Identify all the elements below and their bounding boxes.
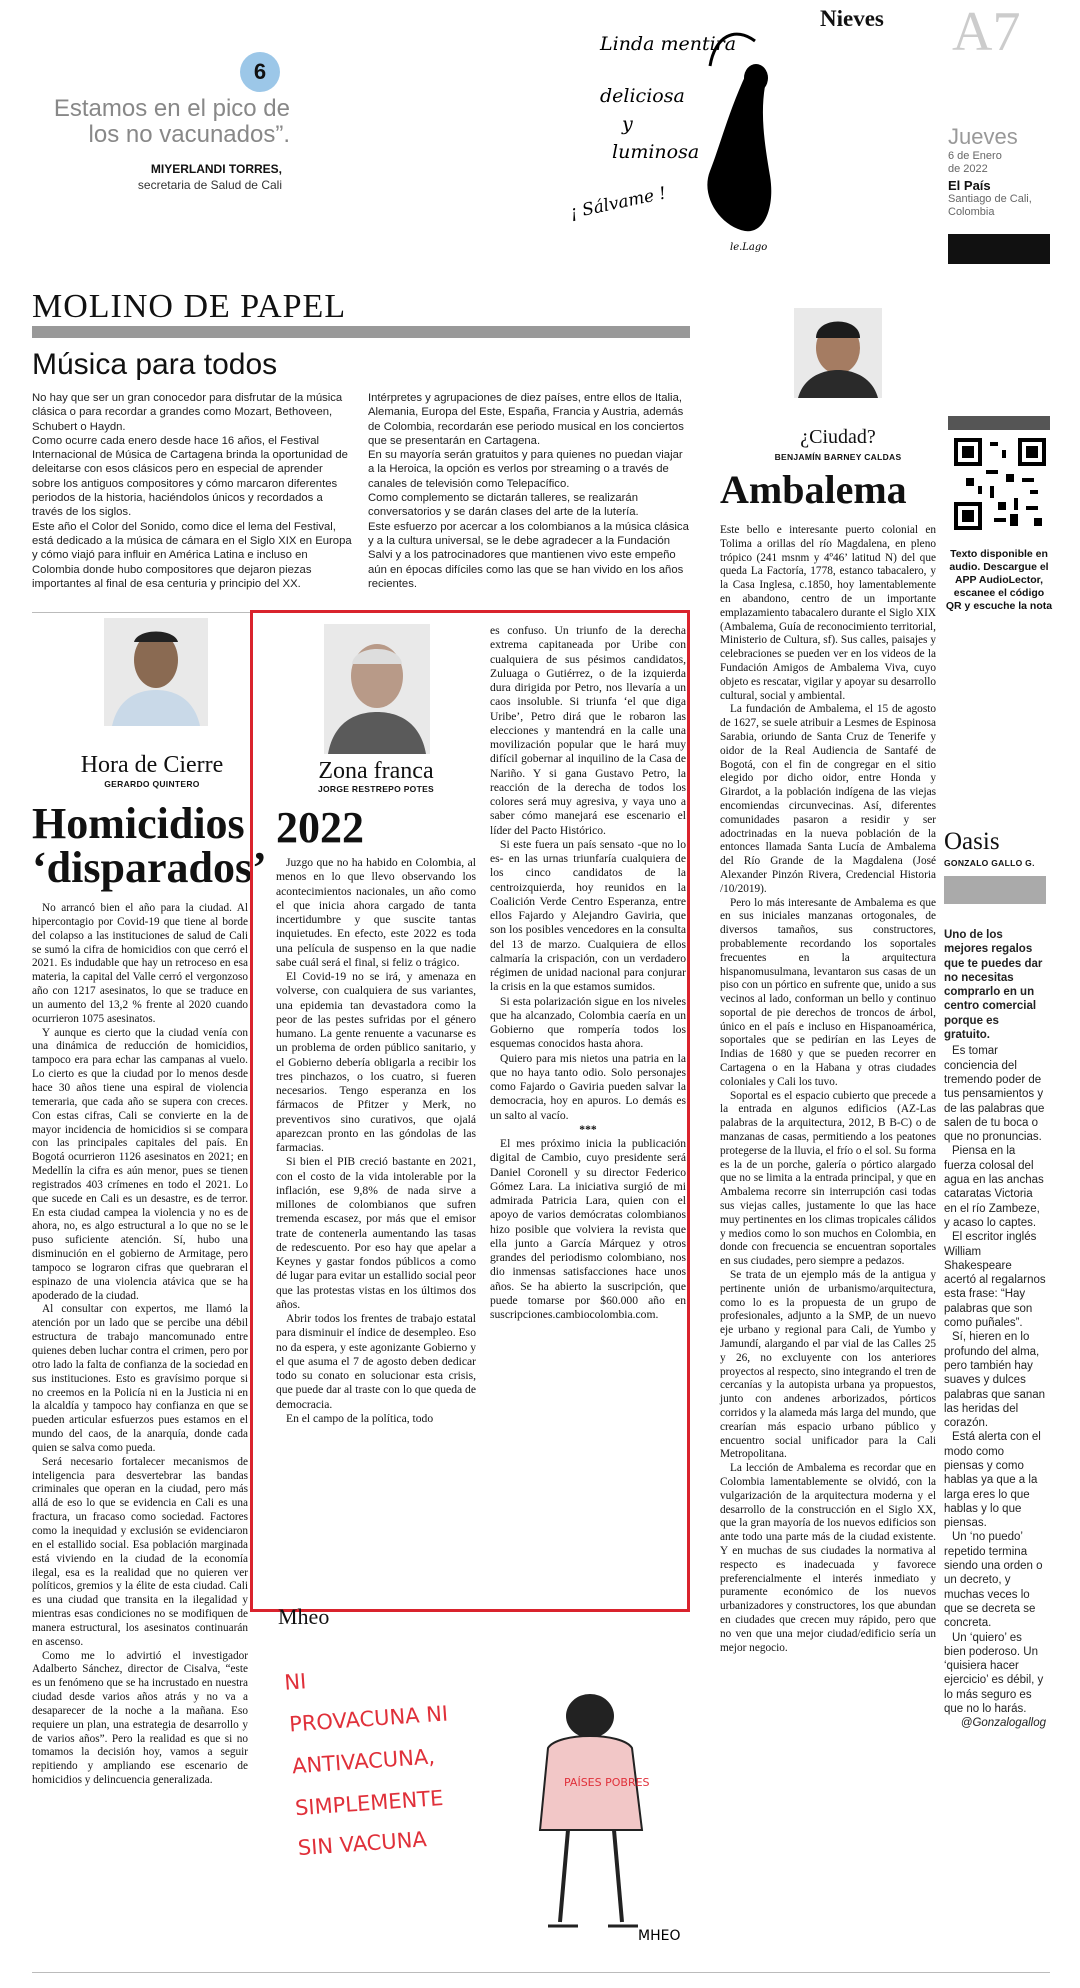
article-paragraph: Como me lo advirtió el investigador Adalberto Sánchez, director de Cisalva, “este es un fenómeno que se ha incrustado en nuestra ciudad desde varios años atrás y no va a desaparecer de la noche a la mañana. Eso requiere un plan, una estrategia de desarrollo y de varios años”. Pero la realidad es que si no tomamos la decisión hoy, vamos a seguir repitiendo y ampliando ese escenario de homicidios y delincuencia generalizada. [32, 1649, 248, 1787]
date-line: 6 de Enero [948, 150, 1002, 162]
page-bottom-rule [32, 1972, 1050, 1973]
article-paragraph: Si bien el PIB creció bastante en 2021, con el costo de la vida intolerable por la inflación, ese 9,8% de nada sirve a millones de colombianos que sufren tremenda escasez, por más que el emisor trate de contenerla aumentando las tasas de redescuento. Por eso hay que apelar a Keynes y gastar fondos públicos a como dé lugar para evitar un estallido social peor que las protestas vistas en los últimos dos años. [276, 1155, 476, 1311]
oasis-paragraph: Un ‘quiero’ es bien poderoso. Un ‘quisiera hacer ejercicio’ es débil, y lo más seguro es que no lo harás. [944, 1631, 1044, 1716]
columnist-photo-gerardo-quintero [104, 618, 208, 726]
article-zona-franca-col-2 [490, 624, 686, 1322]
page-number: A7 [952, 1, 1021, 63]
article-zona-franca-col-1 [276, 856, 476, 1426]
cartoon-signature: le.Lago [730, 242, 768, 253]
oasis-paragraph: Piensa en la fuerza colosal del agua en las anchas cataratas Victoria en el río Zambeze, y acaso lo captes. [944, 1145, 1044, 1229]
editorial-paragraph: Como ocurre cada enero desde hace 16 años, el Festival Internacional de Música de Cartagena brinda la oportunidad de deleitarse con esos clásicos pero en especial de aprender sobre los antiguos compositores y cómo marcaron diferentes periodos de la historia, haciéndolos únicos y recordados a través de los siglos. [32, 434, 348, 519]
article-paragraph: Se trata de un ejemplo más de la antigua y pertinente unión de urbanismo/arquitectura, como lo es la propuesta de un grupo de profesionales, adjunto a la SMP, de un nuevo eje urbano y regional para Cali, de Yumbo y Jamundí, alargando el par vial de las Calles 25 y 26, no excluyente con los anteriores proyectos al respecto, sino integrando el tren de cercanías y la autopista urbana ya propuestos, junto con andenes arborizados, pórticos corridos y la alameda más larga del mundo, que crearían más espacio urbano público y encuentro social unificador para la Cali Metropolitana. [720, 1269, 936, 1461]
editorial-col-1 [32, 391, 354, 591]
cartoon-line: y [622, 113, 633, 135]
cartoon-signature: MHEO [638, 1928, 681, 1944]
article-paragraph: La fundación de Ambalema, el 15 de agosto de 1627, se suele atribuir a Lesmes de Espinosa Sarabia, oriundo de Santa Cruz de Tenerife y oidor de la Real Audiencia de Santafé de Bogotá, con el fin de congregar en el sitio elegido por dicho oidor, entre Honda y Girardot, a la población indígena de las viejas encomiendas circunvecinas. Así, diferentes comunidades pasaron a residir y ser adoctrinadas en la nueva población de la entonces llamada Santa Lucía de Ambalema del Río Grande de la Magdalena (José Alexander Pinzón Rivera, Credencial Historia /10/2019). [720, 703, 936, 895]
newspaper-name: El País [948, 178, 991, 193]
headline-homicidios: Homicidios ‘disparados’ [32, 799, 267, 892]
section-tag-nieves: Nieves [820, 6, 884, 31]
location-line: Santiago de Cali, [948, 193, 1032, 205]
article-paragraph: El Covid-19 no se irá, y amenaza en volverse, con cualquiera de sus variantes, una epidemia tan devastadora como la peor de las pestes sufridas por el género humano. La gente renuente a vacunarse es un problema de orden público sanitario, y el Gobierno debería obligarla a recibir los tres pinchazos, o los cuatro, si fueren necesarios. Tengo esperanza en los fármacos de Pfitzer y Merk, no preventivos sino curativos, que ojalá aparezcan pronto en las góndolas de las farmacias. [276, 970, 476, 1154]
figure-silhouette [707, 66, 771, 231]
location-line: Colombia [948, 206, 995, 218]
columnist-name: GERARDO QUINTERO [104, 779, 200, 789]
article-paragraph: Si este fuera un país sensato -que no lo es- en las urnas triunfaría cualquiera de los cinco candidatos de la centroizquierda, hoy reunidos en la Coalición Verde Centro Esperanza, entre ellos Fajardo y Alejandro Gaviria, que son los posibles vencedores en la consulta del 13 de marzo. Cualquiera de ellos calmaría la crispación, con un verdadero régimen de unidad nacional para conjurar la crisis en la que estamos sumidos. [490, 837, 686, 994]
article-paragraph: En el campo de la política, todo [286, 1411, 434, 1425]
date-block [948, 124, 1032, 219]
cartoon-text-line: SIMPLEMENTE [294, 1785, 445, 1821]
article-paragraph: Será necesario fortalecer mecanismos de inteligencia para desvertebrar las bandas criminales que operan en la ciudad, pero más allá de eso lo que se evidencia en Cali es una fractura, un fracaso como sociedad. Factores como la inequidad y exclusión se evidenciaron en el estallido social. Esa población marginada está viviendo en la ciudad de la economía ilegal, esa es la realidad que no quieren ver políticos, gremios y la élite de esta ciudad. Cali es una ciudad que transita en la ilegalidad y mientras esas condiciones no se modifiquen de manera estructural, los asesinatos continuarán en ascenso. [32, 1455, 248, 1648]
columnist-name: GONZALO GALLO G. [944, 858, 1035, 868]
article-paragraph: Abrir todos los frentes de trabajo estatal para disminuir el índice de desempleo. Eso no da espera, y este agonizante Gobierno y el que asuma el 7 de agosto deben dedicar todo su conato en solucionar esta crisis, que puede dar al traste con lo que queda de democracia. [276, 1312, 476, 1411]
editorial-title: Música para todos [32, 348, 278, 381]
qr-code-icon[interactable] [954, 438, 1046, 530]
column-name-ciudad: ¿Ciudad? [800, 426, 876, 448]
cartoon-text-line: PROVACUNA NI [288, 1701, 449, 1737]
columnist-photo-jorge-restrepo [324, 624, 430, 754]
oasis-paragraph: Sí, hieren en lo profundo del alma, pero también hay suaves y dulces palabras que sanan las heridas del corazón. [944, 1331, 1046, 1430]
cartoon-text-line: NI [283, 1669, 308, 1695]
article-paragraph: Soportal es el espacio cubierto que precede a la entrada en algunos edificios (AZ-Las palabras de la arquitectura, 2012, B B-C) o de manzanas de casas, permitiendo a los peatones protegerse de la lluvia, el frío o el sol. Su forma es la de un porche, galería o pórtico alargado que no se limita a la entrada principal, y que en Ambalema recorre sin interrupción casi todas sus viejas calles, justamente lo que las hace muy pertinentes en los climas tropicales cálidos y medios como lo son muchos en Colombia, en donde con frecuencia se encuentran soportales en sus ciudades, pero siempre a pedazos. [720, 1089, 936, 1268]
nieves-cartoon [560, 6, 780, 256]
article-paragraph: El mes próximo inicia la publicación digital de Cambio, cuyo presidente será Daniel Coronell y su director Federico Gómez Lara. La iniciativa surgió de mi admirada Patricia Lara, quien con el apoyo de varios demócratas colombianos hizo posible que volviera la revista que ella junto a García Márquez y otros grandes del periodismo colombiano, nos dio inmensas satisfacciones hace unos años. Se ha abierto la suscripción, que puede tomarse por $60.000 año en suscripciones.cambiocolombia.com. [490, 1137, 686, 1321]
article-ambalema [720, 524, 936, 1655]
headline-ambalema: Ambalema [720, 467, 907, 512]
columnist-name: BENJAMÍN BARNEY CALDAS [774, 452, 902, 462]
oasis-column [944, 928, 1046, 1731]
cartoon-line: ¡ Sálvame ! [568, 183, 669, 224]
masthead-bar [948, 234, 1050, 264]
article-paragraph: No arrancó bien el año para la ciudad. Al hipercontagio por Covid-19 que tiene al borde del colapso a las instituciones de salud de Cali se sumó la cifra de homicidios con que cerró el 2021. Es indudable que hay un retroceso en esa materia, la capital del Valle cerró el vergonzoso año con 1217 asesinatos, lo que se traduce en un aumento del 13,2 % frente al 2020 cuando ocurrieron 1075 asesinatos. [32, 902, 248, 1025]
cartoon-line: Linda mentira [600, 33, 737, 55]
article-paragraph: La lección de Ambalema es recordar que en Colombia lamentablemente se olvidó, con la vulgarización de la arquitectura moderna y el desarrollo de la construcción en el Siglo XX, que la gran mayoría de los nuevos edificios son ante todo una parte más de la ciudad existente. Y en muchas de sus ciudades la normativa al respecto es inadecuada y favorece preferencialmente el interés inmediato y puramente económico de los nuevos urbanizadores y constructores, los que abundan en ciudades que crecen muy rápido, pero que no ven que una mejor ciudad/edificio sería un mejor negocio. [720, 1462, 936, 1654]
cartoon-line: luminosa [612, 141, 700, 163]
article-paragraph: es confuso. Un triunfo de la derecha extrema capitaneada por Uribe con cualquiera de sus pésimos candidatos, Zuluaga o Gutiérrez, o de la izquierda dura dirigida por Petro, nos llevaría a un caos insoluble. Si triunfa ‘el que diga Uribe’, Petro dirá que le robaron las elecciones y mantendrá en la calle una movilización popular que le hará muy difícil gobernar al inquilino de la Casa de Nariño. Y si gana Gustavo Petro, la reacción de la derecha de todos los colores será muy agresiva, y vaya uno a saber cómo manejará ese escenario el líder del Pacto Histórico. [490, 624, 686, 837]
oasis-bar [944, 876, 1046, 904]
oasis-handle: @Gonzalogallog [960, 1717, 1046, 1730]
cartoon-line: deliciosa [600, 85, 685, 107]
article-paragraph: Juzgo que no ha habido en Colombia, al menos en lo que llevo observando los acontecimientos nacionales, un año como el que inicia ahora cargado de tanta incertidumbre y que suscite tantas inquietudes. En efecto, este 2022 es toda una película de suspenso en la que nadie sabe cuál será el final, si feliz o trágico. [276, 856, 476, 969]
article-paragraph: Y aunque es cierto que la ciudad venía con una dinámica de reducción de homicidios, tampoco era para echar las campanas al vuelo. Lo cierto es que la ciudad por lo menos desde hace 30 años tiene una espiral de violencia temeraria, que cada año se supera con creces. Con estas cifras, Cali se convierte en la de mayor incidencia de homicidios si se compara con las principales capitales del país. En Bogotá ocurrieron 1126 asesinatos en 2021; en Medellín la cifra es aún menor, pues se tienen registrados 403 crímenes en todo el 2021. Lo que sucede en Cali es un desastre, es de terror. En esta ciudad campea la violencia y no es de ahora, no, es algo estructural a lo que no se le puso suficiente atención. Sí, hubo una disminución en el gobierno de Armitage, pero tampoco se lograron cifras que quebraran el espinazo de una violencia atávica que se ha apoderado de la ciudad. [32, 1026, 248, 1302]
article-paragraph: Si esta polarización sigue en los niveles que ha alcanzado, Colombia caería en un Gobierno que rompería todos los esquemas conocidos hasta ahora. [490, 994, 686, 1051]
article-hora-de-cierre [32, 902, 248, 1788]
editorial-paragraph: Como complemento se dictarán talleres, se realizarán conversatorios y se darán clases del arte de la lutería. [368, 492, 639, 519]
audio-bar [948, 416, 1050, 430]
section-title: MOLINO DE PAPEL [32, 288, 347, 325]
mheo-cartoon [278, 1640, 718, 1950]
oasis-paragraph: Un ‘no puedo’ repetido termina siendo una orden o un decreto, y muchas veces lo que se decreta se concreta. [944, 1531, 1043, 1630]
column-name-hora-de-cierre: Hora de Cierre [80, 752, 224, 778]
quote-number-six-icon: 6 [240, 52, 280, 92]
editorial-paragraph: En su mayoría serán gratuitos y para quienes no puedan viajar a la Heroica, la opción es verlos por streaming o a través de canales de televisión como Telepacífico. [368, 449, 683, 490]
headline-2022: 2022 [276, 803, 364, 852]
shirt-text: PAÍSES POBRES [564, 1776, 650, 1789]
columnist-name: JORGE RESTREPO POTES [317, 784, 435, 794]
audio-instructions: Texto disponible en audio. Descargue el APP AudioLector, escanee el código QR y escuche la nota [945, 548, 1053, 612]
article-paragraph: Este bello e interesante puerto colonial en Tolima a orillas del río Magdalena, en pleno trópico (241 msnm y 4º46’ latitud N) del que queda La Factoría, 1778, estanco tabacalero, y la Casa Inglesa, c.1850, hoy lamentablemente en abandono, centro de un importante emplazamiento tabacalero durante el Siglo XIX (Ambalema, Guía de reconocimiento territorial, Ministerio de Cultura, sf). Sus calles, paisajes y celebraciones se pueden ver en los videos de la Fundación Amigos de Ambalema Viva, cuyo objeto es rescatar, vigilar y apoyar su desarrollo cultural, social y ambiental. [720, 524, 936, 702]
article-paragraph: Pero lo más interesante de Ambalema es que en sus iniciales manzanas ortogonales, de diversos tamaños, sus constructores, probablemente recordando los soportales frecuentes en la arquitectura hispanomusulmana, levantaron sus casas de un piso con un pórtico en sufrente que, unido a sus vecinos al lado, conforman un bello y continuo soportal de pie derechos de troncos de árbol, único en el país e incluso en Hispanoamérica, soportales que se pedirían en las Leyes de Indias de 1680 y que se pueden recorrer en Cartagena o en la Habana y otras ciudades coloniales y Cali los tuvo. [720, 896, 936, 1088]
section-rule [32, 326, 690, 338]
article-paragraph: Quiero para mis nietos una patria en la que no haya tanto odio. Solo personajes como Fajardo o Gaviria pueden salvar la democracia, hoy en apuros. Lo demás es un salto al vacío. [490, 1051, 686, 1122]
cartoon-label-mheo: Mheo [278, 1604, 330, 1629]
oasis-paragraph: El escritor inglés William Shakespeare acertó al regalarnos esta frase: “Hay palabras que son como puñales”. [944, 1231, 1046, 1330]
cartoon-text-line: ANTIVACUNA, [291, 1744, 436, 1779]
column-name-oasis: Oasis [944, 828, 1000, 855]
oasis-paragraph: Es tomar conciencia del tremendo poder de tus pensamientos y de las palabras que salen de tu boca o que no pronuncias. [944, 1045, 1045, 1144]
weekday: Jueves [948, 124, 1018, 149]
oasis-lead: Uno de los mejores regalos que te puedes dar no necesitas comprarlo en un centro comercial porque es gratuito. [944, 929, 1043, 1042]
quote-role: secretaria de Salud de Cali [137, 178, 282, 192]
cartoon-text-line: SIN VACUNA [297, 1827, 428, 1861]
editorial-col-2 [368, 391, 690, 591]
oasis-paragraph: Está alerta con el modo como piensas y como hablas ya que a la larga eres lo que hablas y lo que piensas. [944, 1431, 1041, 1530]
editorial-paragraph: Intérpretes y agrupaciones de diez países, entre ellos de Italia, Alemania, Europa del Este, España, Francia y Austria, además de Colombia, recordarán ese periodo musical en los conciertos que se presentarán en Cartagena. [368, 392, 684, 447]
column-name-zona-franca: Zona franca [318, 758, 434, 784]
date-line: de 2022 [948, 163, 988, 175]
quote-author: MIYERLANDI TORRES, [150, 162, 282, 176]
editorial-paragraph: No hay que ser un gran conocedor para disfrutar de la música clásica o para recordar a grandes como Mozart, Bethoveen, Schubert o Haydn. [32, 392, 343, 433]
pull-quote: Estamos en el pico de los no vacunados”. [53, 95, 290, 148]
article-separator: *** [579, 1122, 597, 1136]
editorial-paragraph: Este año el Color del Sonido, como dice el lema del Festival, está dedicado a la música de cámara en el Siglo XIX en Europa y cómo viajó para influir en América Latina e incluso en Colombia donde hubo compositores que dejaron piezas importantes al final de esa centuria y principio del XX. [32, 520, 352, 590]
editorial-paragraph: Este esfuerzo por acercar a los colombianos a la música clásica y a la cultura universal, se le debe agradecer a la Fundación Salvi y a los patrocinadores que mantienen vivo este empeño aún en épocas difíciles como las que se han vivido en los años recientes. [368, 520, 689, 590]
article-paragraph: Al consultar con expertos, me llamó la atención por un lado que se percibe una débil estructura de trabajo mancomunado entre quienes deben luchar contra el crimen, pero por otro lado la falta de confianza de la sociedad en sus instituciones. Esto es gravísimo porque si no creemos en la Policía ni en la Justicia ni en la alcaldía y tampoco hay confianza en que se pueden articular esfuerzos pues estamos en el mundo del caos, de la anarquía, donde cada quien se salva como pueda. [32, 1303, 248, 1454]
columnist-photo-benjamin-barney [794, 308, 882, 398]
